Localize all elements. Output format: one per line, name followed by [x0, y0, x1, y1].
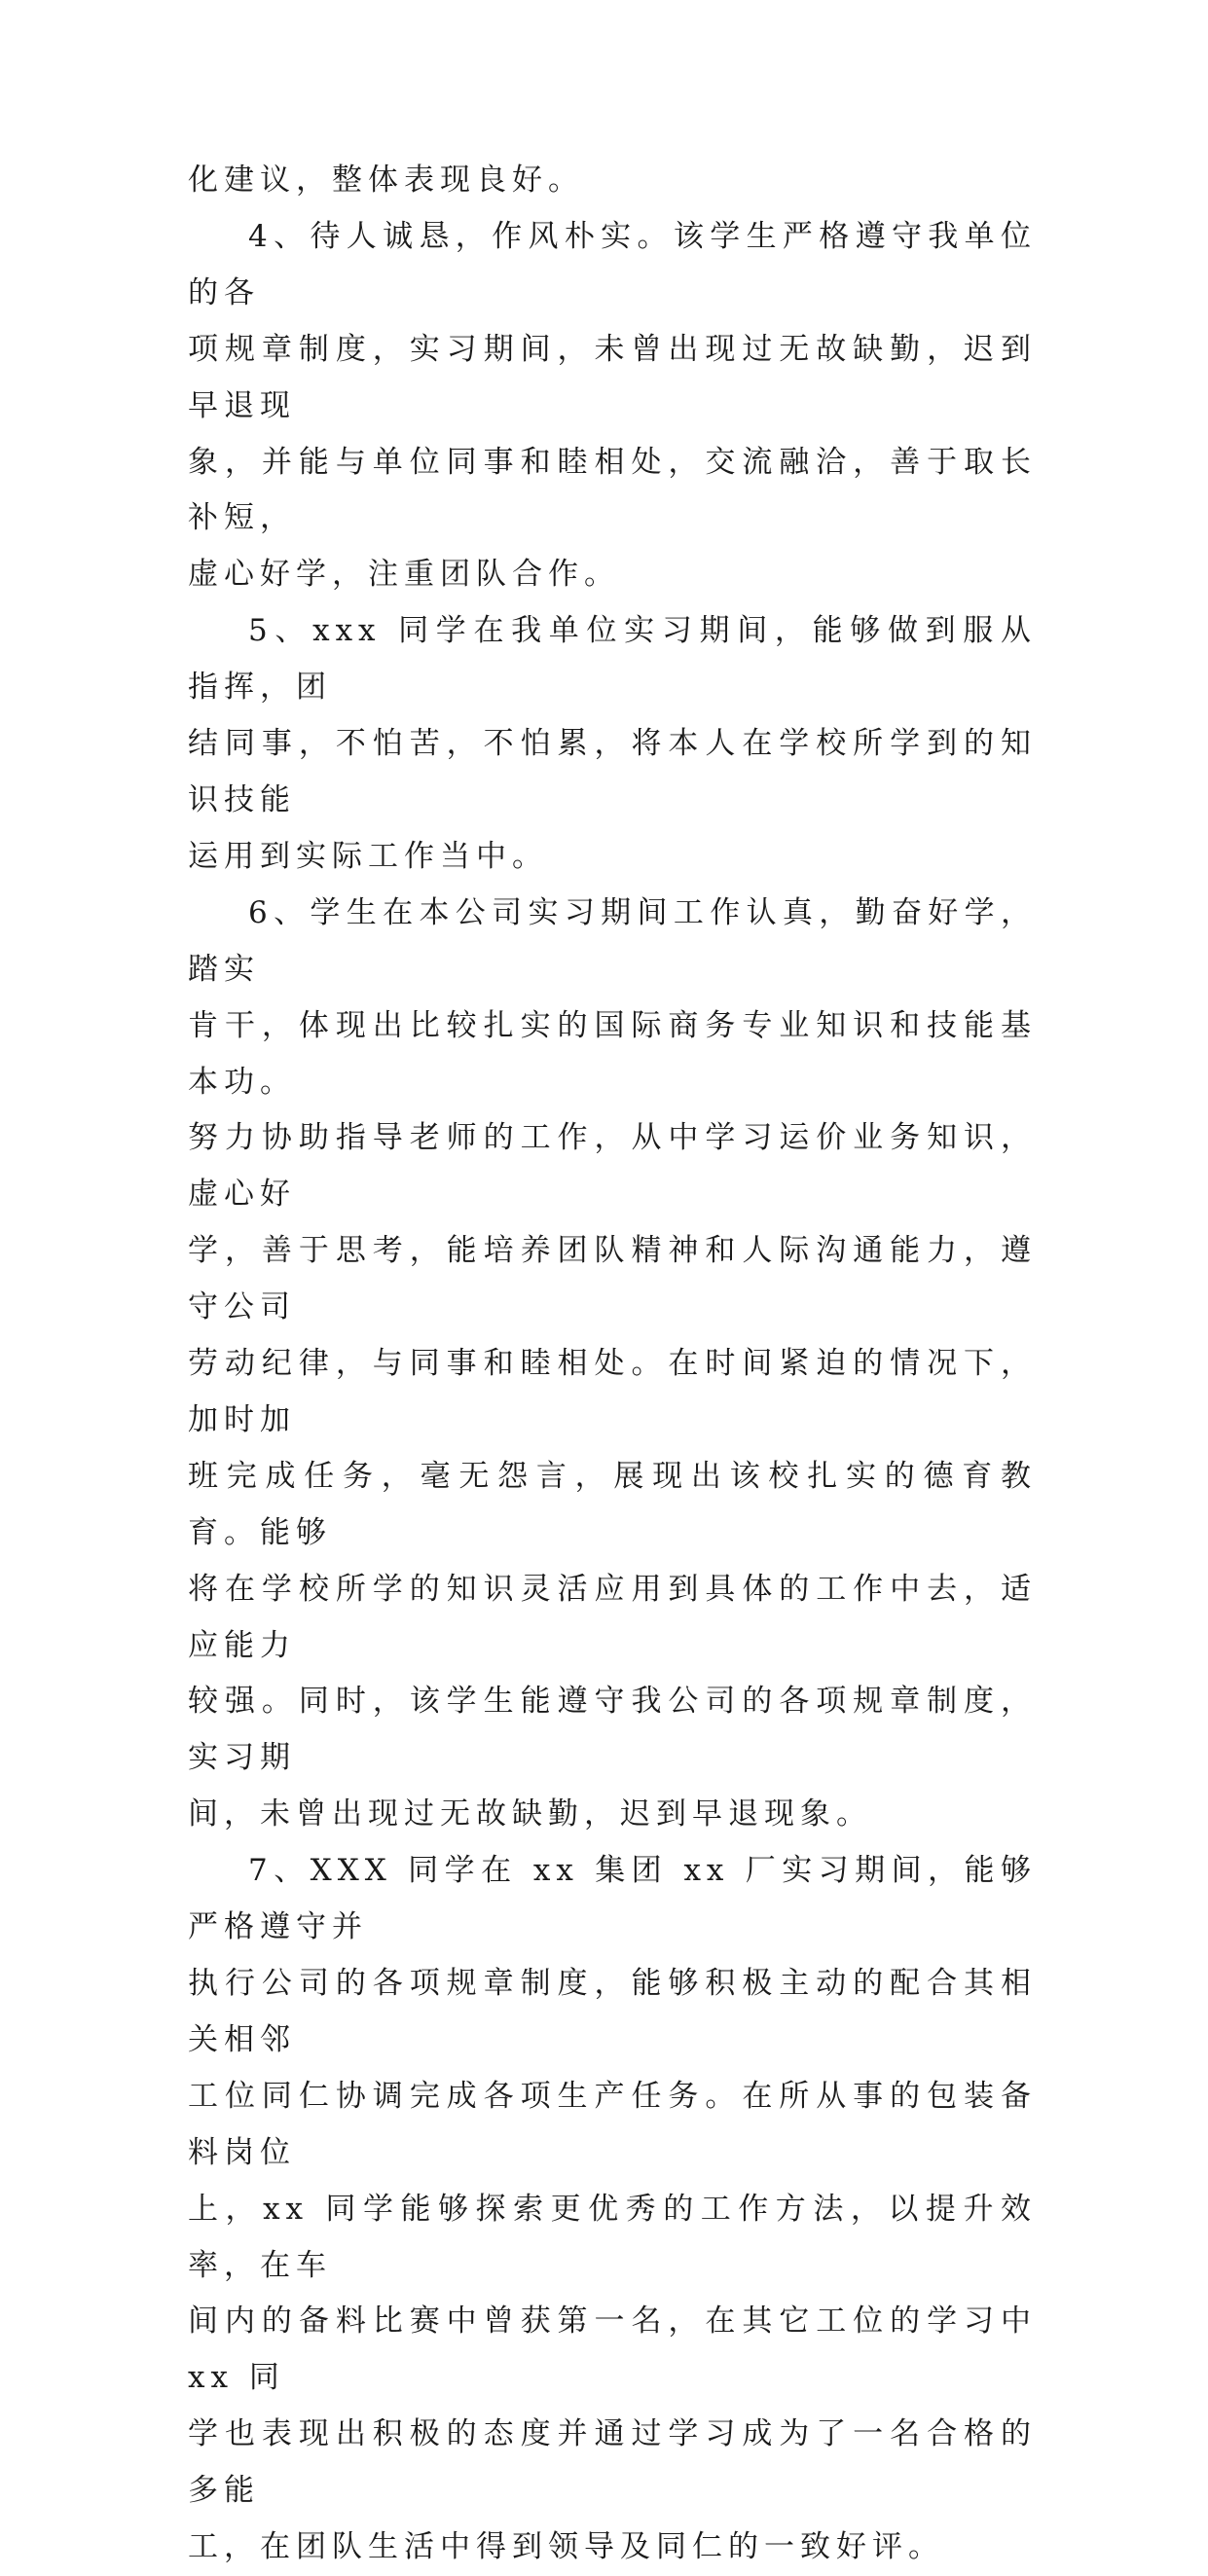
paragraph-2-line-1: 结同事，不怕苦，不怕累，将本人在学校所学到的知识技能 — [188, 726, 1037, 817]
paragraph-2-line-0: 5、xxx 同学在我单位实习期间，能够做到服从指挥，团 — [188, 613, 1037, 706]
paragraph-3-line-2: 努力协助指导老师的工作，从中学习运价业务知识，虚心好 — [188, 1120, 1037, 1213]
paragraph-3-line-5: 班完成任务，毫无怨言，展现出该校扎实的德育教育。能够 — [188, 1458, 1037, 1550]
paragraph-4-line-3: 上，xx 同学能够探索更优秀的工作方法，以提升效率，在车 — [188, 2191, 1037, 2283]
paragraph-4-line-6: 工，在团队生活中得到领导及同仁的一致好评。 — [188, 2529, 944, 2565]
paragraph-1-line-3: 虚心好学，注重团队合作。 — [188, 557, 620, 593]
paragraph-4-line-2: 工位同仁协调完成各项生产任务。在所从事的包装备料岗位 — [188, 2078, 1037, 2170]
paragraph-3-line-1: 肯干，体现出比较扎实的国际商务专业知识和技能基本功。 — [188, 1007, 1037, 1100]
paragraph-3-line-8: 间，未曾出现过无故缺勤，迟到早退现象。 — [188, 1796, 872, 1832]
paragraph-3-line-0: 6、学生在本公司实习期间工作认真，勤奋好学，踏实 — [188, 894, 1037, 987]
paragraph-0-line-0: 化建议，整体表现良好。 — [188, 163, 584, 198]
paragraph-4-line-5: 学也表现出积极的态度并通过学习成为了一名合格的多能 — [188, 2416, 1037, 2509]
paragraph-1-line-1: 项规章制度，实习期间，未曾出现过无故缺勤，迟到早退现 — [188, 331, 1037, 423]
paragraph-4-line-4: 间内的备料比赛中曾获第一名，在其它工位的学习中 xx 同 — [188, 2304, 1052, 2396]
paragraph-2-line-2: 运用到实际工作当中。 — [188, 838, 548, 874]
paragraph-4-line-1: 执行公司的各项规章制度，能够积极主动的配合其相关相邻 — [188, 1966, 1037, 2057]
paragraph-1-line-0: 4、待人诚恳，作风朴实。该学生严格遵守我单位的各 — [188, 218, 1037, 310]
paragraph-3-line-7: 较强。同时，该学生能遵守我公司的各项规章制度，实习期 — [188, 1684, 1037, 1776]
paragraph-3-line-6: 将在学校所学的知识灵活应用到具体的工作中去，适应能力 — [188, 1571, 1037, 1663]
document-body — [188, 153, 1052, 2576]
paragraph-1-line-2: 象，并能与单位同事和睦相处，交流融洽，善于取长补短， — [188, 444, 1037, 536]
paragraph-4-line-0: 7、XXX 同学在 xx 集团 xx 厂实习期间，能够严格遵守并 — [188, 1853, 1037, 1945]
paragraph-3-line-3: 学，善于思考，能培养团队精神和人际沟通能力，遵守公司 — [188, 1233, 1037, 1325]
paragraph-3-line-4: 劳动纪律，与同事和睦相处。在时间紧迫的情况下，加时加 — [188, 1346, 1037, 1437]
